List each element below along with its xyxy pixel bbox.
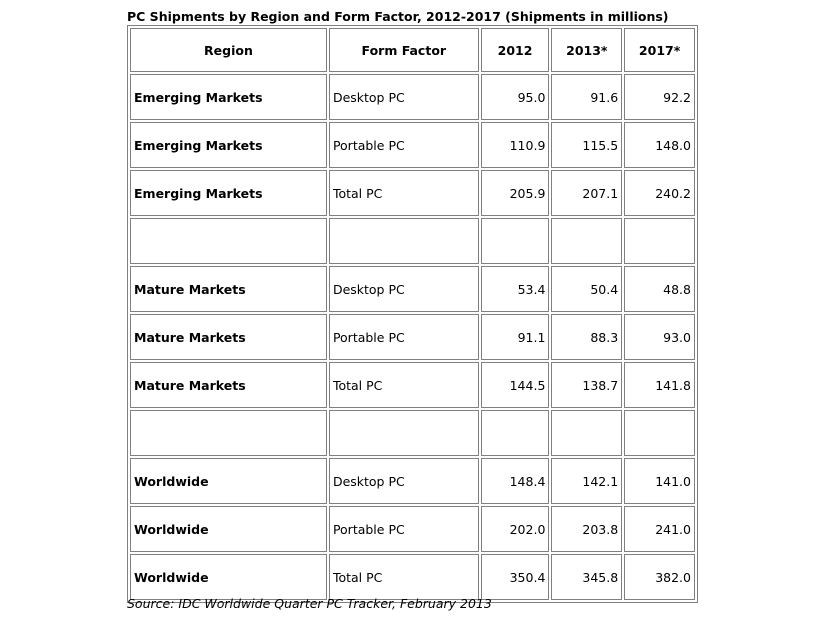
cell-2017: 240.2 [624, 170, 695, 216]
table-row [130, 314, 695, 360]
cell-2017: 92.2 [624, 74, 695, 120]
table-row [130, 122, 695, 168]
cell-2012: 350.4 [481, 554, 550, 600]
cell-2013: 138.7 [551, 362, 622, 408]
cell-form-factor: Total PC [329, 362, 479, 408]
cell-2013: 88.3 [551, 314, 622, 360]
cell-region: Worldwide [130, 458, 327, 504]
cell-2012: 91.1 [481, 314, 550, 360]
cell-form-factor: Portable PC [329, 506, 479, 552]
cell-2012: 144.5 [481, 362, 550, 408]
table-caption: PC Shipments by Region and Form Factor, 2012-2017 (Shipments in millions) [127, 9, 669, 24]
cell-region: Mature Markets [130, 266, 327, 312]
cell-2013 [551, 410, 622, 456]
table-row [130, 554, 695, 600]
header-2013: 2013* [551, 28, 622, 72]
source-note: Source: IDC Worldwide Quarter PC Tracker, February 2013 [127, 596, 492, 611]
cell-2013: 142.1 [551, 458, 622, 504]
cell-2013: 50.4 [551, 266, 622, 312]
cell-2012: 202.0 [481, 506, 550, 552]
table-row [130, 362, 695, 408]
cell-region: Worldwide [130, 554, 327, 600]
cell-2012: 148.4 [481, 458, 550, 504]
table-row [130, 458, 695, 504]
cell-2013: 345.8 [551, 554, 622, 600]
cell-region: Mature Markets [130, 314, 327, 360]
table-row [130, 506, 695, 552]
cell-form-factor: Total PC [329, 170, 479, 216]
table-row-empty [130, 410, 695, 456]
cell-form-factor: Desktop PC [329, 74, 479, 120]
cell-2013: 115.5 [551, 122, 622, 168]
cell-2017: 382.0 [624, 554, 695, 600]
cell-2012: 110.9 [481, 122, 550, 168]
cell-region: Emerging Markets [130, 170, 327, 216]
cell-2017: 48.8 [624, 266, 695, 312]
cell-region: Emerging Markets [130, 122, 327, 168]
cell-region: Worldwide [130, 506, 327, 552]
header-2017: 2017* [624, 28, 695, 72]
cell-2017 [624, 218, 695, 264]
cell-form-factor: Total PC [329, 554, 479, 600]
cell-region: Mature Markets [130, 362, 327, 408]
cell-2017: 93.0 [624, 314, 695, 360]
cell-2017: 148.0 [624, 122, 695, 168]
cell-form-factor: Portable PC [329, 122, 479, 168]
cell-2012 [481, 218, 550, 264]
cell-form-factor: Desktop PC [329, 458, 479, 504]
header-region: Region [130, 28, 327, 72]
header-2012: 2012 [481, 28, 550, 72]
cell-form-factor [329, 410, 479, 456]
cell-form-factor [329, 218, 479, 264]
shipments-table [127, 25, 698, 603]
cell-2013: 91.6 [551, 74, 622, 120]
cell-2013 [551, 218, 622, 264]
cell-2017: 141.0 [624, 458, 695, 504]
cell-region: Emerging Markets [130, 74, 327, 120]
cell-region [130, 410, 327, 456]
cell-2012: 53.4 [481, 266, 550, 312]
table-row-empty [130, 218, 695, 264]
header-row [130, 28, 695, 72]
table-row [130, 266, 695, 312]
header-form-factor: Form Factor [329, 28, 479, 72]
cell-form-factor: Portable PC [329, 314, 479, 360]
cell-region [130, 218, 327, 264]
cell-2012: 95.0 [481, 74, 550, 120]
cell-2012 [481, 410, 550, 456]
cell-2013: 207.1 [551, 170, 622, 216]
cell-form-factor: Desktop PC [329, 266, 479, 312]
table-row [130, 74, 695, 120]
cell-2012: 205.9 [481, 170, 550, 216]
cell-2013: 203.8 [551, 506, 622, 552]
table-row [130, 170, 695, 216]
cell-2017 [624, 410, 695, 456]
cell-2017: 241.0 [624, 506, 695, 552]
cell-2017: 141.8 [624, 362, 695, 408]
